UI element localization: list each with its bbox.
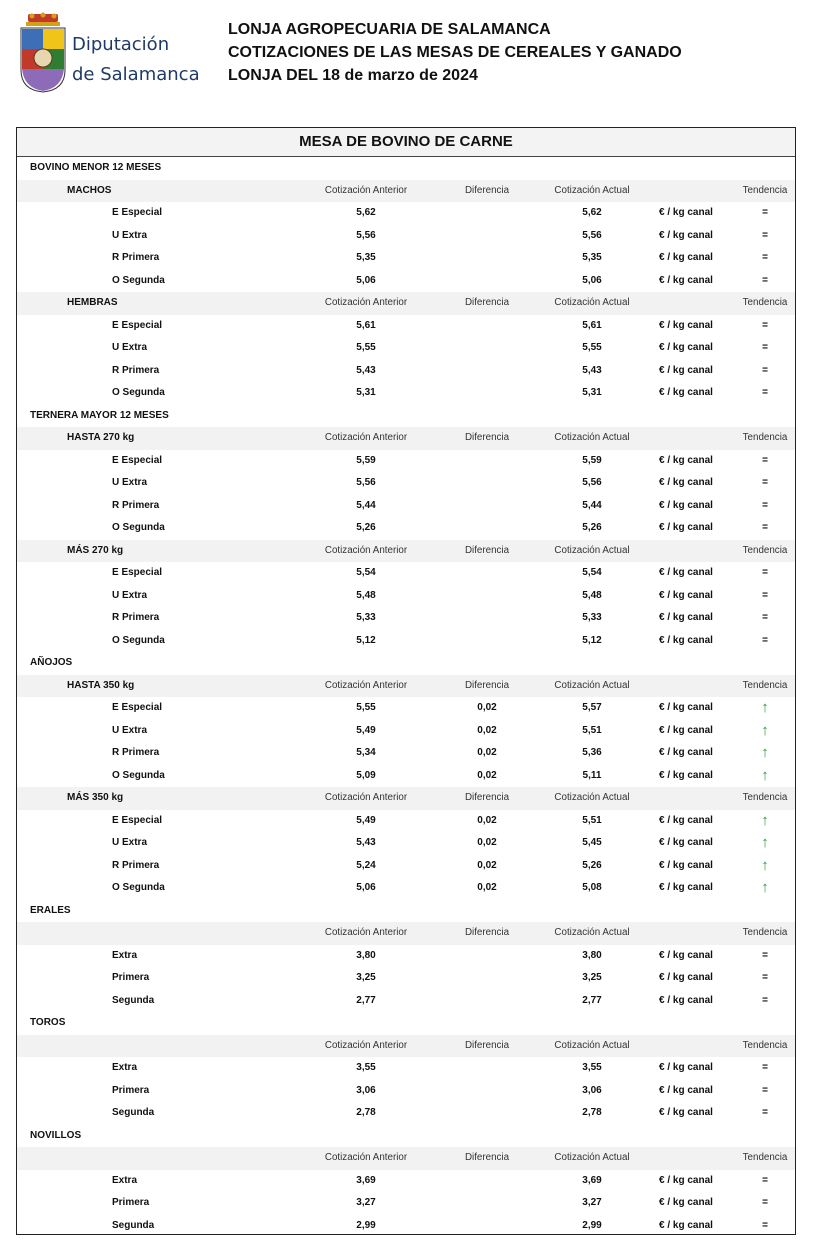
- value-anterior: 5,06: [356, 274, 376, 286]
- section-row: [17, 900, 795, 923]
- table-row: [17, 585, 795, 608]
- col-header-tendencia: Tendencia: [742, 679, 788, 691]
- trend-equal-icon: =: [762, 342, 768, 353]
- table-row: [17, 472, 795, 495]
- table-row: [17, 967, 795, 990]
- col-header-tendencia: Tendencia: [742, 297, 788, 308]
- grade-label: U Extra: [112, 724, 148, 736]
- table-row: [17, 832, 795, 855]
- table-row: [17, 765, 795, 788]
- col-header-actual: Cotización Actual: [554, 792, 630, 803]
- col-header-anterior: Cotización Anterior: [324, 679, 408, 691]
- unit-label: € / kg canal: [659, 634, 713, 646]
- section-label: TOROS: [30, 1017, 66, 1028]
- table-row: [17, 202, 795, 225]
- unit-label: € / kg canal: [659, 814, 713, 826]
- value-actual: 5,08: [582, 882, 602, 893]
- col-header-anterior: Cotización Anterior: [324, 792, 408, 803]
- trend-equal-icon: =: [762, 1219, 768, 1231]
- value-actual: 5,55: [582, 342, 602, 353]
- value-anterior: 5,09: [356, 769, 376, 781]
- value-anterior: 5,26: [356, 522, 376, 533]
- trend-equal-icon: =: [762, 454, 768, 466]
- value-actual: 5,31: [582, 387, 602, 398]
- unit-label: € / kg canal: [659, 702, 713, 713]
- group-label: MÁS 350 kg: [67, 792, 124, 803]
- trend-up-icon: ↑: [761, 721, 769, 739]
- trend-equal-icon: =: [762, 972, 768, 983]
- table-row: [17, 810, 795, 833]
- table-row: [17, 562, 795, 585]
- col-header-actual: Cotización Actual: [554, 1039, 630, 1051]
- unit-label: € / kg canal: [659, 949, 713, 961]
- column-header-row: [17, 1147, 795, 1170]
- grade-label: Extra: [112, 1062, 138, 1073]
- table-row: [17, 1080, 795, 1103]
- price-table: [16, 127, 796, 1235]
- col-header-tendencia: Tendencia: [742, 184, 788, 196]
- unit-label: € / kg canal: [659, 1107, 713, 1118]
- grade-label: O Segunda: [112, 387, 165, 398]
- table-row: [17, 607, 795, 630]
- table-row: [17, 270, 795, 293]
- table-row: [17, 1057, 795, 1080]
- trend-equal-icon: =: [762, 252, 768, 263]
- value-anterior: 5,12: [356, 634, 376, 646]
- value-anterior: 3,27: [356, 1197, 376, 1208]
- value-actual: 5,43: [582, 364, 602, 376]
- trend-equal-icon: =: [762, 589, 768, 601]
- unit-label: € / kg canal: [659, 859, 713, 871]
- col-header-diferencia: Diferencia: [464, 184, 510, 196]
- trend-equal-icon: =: [762, 612, 768, 623]
- value-anterior: 2,77: [356, 994, 376, 1006]
- header-line-2: COTIZACIONES DE LAS MESAS DE CEREALES Y GANADO: [228, 44, 682, 61]
- column-header-row: [17, 292, 795, 315]
- section-label: BOVINO MENOR 12 MESES: [30, 162, 162, 173]
- grade-label: E Especial: [112, 454, 163, 466]
- col-header-actual: Cotización Actual: [554, 432, 630, 443]
- section-row: [17, 1125, 795, 1148]
- value-anterior: 5,59: [356, 454, 376, 466]
- table-body: [17, 157, 795, 1237]
- table-row: [17, 495, 795, 518]
- trend-up-icon: ↑: [761, 811, 769, 829]
- unit-label: € / kg canal: [659, 319, 713, 331]
- value-actual: 5,36: [582, 747, 602, 758]
- trend-equal-icon: =: [762, 949, 768, 961]
- value-anterior: 3,25: [356, 972, 376, 983]
- grade-label: E Especial: [112, 814, 163, 826]
- grade-label: R Primera: [112, 859, 160, 871]
- trend-equal-icon: =: [762, 1197, 768, 1208]
- value-actual: 5,51: [582, 814, 602, 826]
- unit-label: € / kg canal: [659, 364, 713, 376]
- table-row: [17, 360, 795, 383]
- value-anterior: 5,56: [356, 229, 376, 241]
- unit-label: € / kg canal: [659, 477, 713, 488]
- grade-label: O Segunda: [112, 522, 165, 533]
- value-anterior: 5,33: [356, 612, 376, 623]
- table-row: [17, 382, 795, 405]
- value-actual: 5,45: [582, 837, 602, 848]
- value-actual: 5,12: [582, 634, 602, 646]
- grade-label: U Extra: [112, 229, 148, 241]
- value-actual: 5,26: [582, 522, 602, 533]
- logo-line-2: de Salamanca: [72, 64, 200, 85]
- unit-label: € / kg canal: [659, 589, 713, 601]
- section-label: NOVILLOS: [30, 1129, 82, 1141]
- trend-equal-icon: =: [762, 207, 768, 218]
- table-row: [17, 697, 795, 720]
- trend-equal-icon: =: [762, 229, 768, 241]
- value-actual: 5,11: [582, 769, 602, 781]
- unit-label: € / kg canal: [659, 207, 713, 218]
- group-label: MÁS 270 kg: [67, 544, 124, 556]
- column-header-row: [17, 787, 795, 810]
- trend-equal-icon: =: [762, 319, 768, 331]
- unit-label: € / kg canal: [659, 837, 713, 848]
- table-row: [17, 450, 795, 473]
- value-anterior: 5,61: [356, 319, 376, 331]
- unit-label: € / kg canal: [659, 229, 713, 241]
- unit-label: € / kg canal: [659, 1062, 713, 1073]
- unit-label: € / kg canal: [659, 972, 713, 983]
- unit-label: € / kg canal: [659, 387, 713, 398]
- value-anterior: 5,31: [356, 387, 376, 398]
- table-row: [17, 517, 795, 540]
- unit-label: € / kg canal: [659, 274, 713, 286]
- trend-up-icon: ↑: [761, 766, 769, 784]
- grade-label: E Especial: [112, 319, 163, 331]
- unit-label: € / kg canal: [659, 567, 713, 578]
- column-header-row: [17, 180, 795, 203]
- grade-label: Segunda: [112, 994, 155, 1006]
- value-anterior: 5,43: [356, 837, 376, 848]
- value-anterior: 5,34: [356, 747, 376, 758]
- table-title: MESA DE BOVINO DE CARNE: [17, 128, 795, 157]
- col-header-tendencia: Tendencia: [742, 1039, 788, 1051]
- grade-label: E Especial: [112, 567, 163, 578]
- section-label: AÑOJOS: [30, 657, 73, 668]
- unit-label: € / kg canal: [659, 342, 713, 353]
- col-header-tendencia: Tendencia: [742, 432, 788, 443]
- value-anterior: 3,06: [356, 1084, 376, 1096]
- unit-label: € / kg canal: [659, 522, 713, 533]
- col-header-anterior: Cotización Anterior: [324, 184, 408, 196]
- trend-equal-icon: =: [762, 634, 768, 646]
- value-actual: 5,26: [582, 859, 602, 871]
- value-actual: 5,51: [582, 724, 602, 736]
- value-actual: 5,56: [582, 477, 602, 488]
- grade-label: O Segunda: [112, 882, 165, 893]
- grade-label: U Extra: [112, 837, 148, 848]
- value-actual: 5,57: [582, 702, 602, 713]
- unit-label: € / kg canal: [659, 769, 713, 781]
- value-actual: 5,06: [582, 274, 602, 286]
- value-anterior: 5,35: [356, 252, 376, 263]
- table-row: [17, 1215, 795, 1238]
- value-actual: 5,56: [582, 229, 602, 241]
- trend-equal-icon: =: [762, 364, 768, 376]
- grade-label: E Especial: [112, 702, 163, 713]
- col-header-anterior: Cotización Anterior: [324, 544, 408, 556]
- value-actual: 5,54: [582, 567, 602, 578]
- value-diferencia: 0,02: [477, 859, 497, 871]
- col-header-anterior: Cotización Anterior: [324, 1152, 408, 1163]
- section-row: [17, 652, 795, 675]
- unit-label: € / kg canal: [659, 499, 713, 511]
- unit-label: € / kg canal: [659, 882, 713, 893]
- col-header-anterior: Cotización Anterior: [324, 297, 408, 308]
- value-anterior: 2,78: [356, 1107, 376, 1118]
- grade-label: U Extra: [112, 342, 148, 353]
- value-anterior: 5,55: [356, 342, 376, 353]
- col-header-diferencia: Diferencia: [464, 679, 510, 691]
- value-diferencia: 0,02: [477, 769, 497, 781]
- trend-equal-icon: =: [762, 1084, 768, 1096]
- grade-label: R Primera: [112, 252, 160, 263]
- section-row: [17, 405, 795, 428]
- col-header-actual: Cotización Actual: [554, 297, 630, 308]
- grade-label: Extra: [112, 949, 138, 961]
- value-anterior: 5,56: [356, 477, 376, 488]
- col-header-tendencia: Tendencia: [742, 544, 788, 556]
- table-row: [17, 315, 795, 338]
- group-label: HASTA 270 kg: [67, 432, 135, 443]
- col-header-diferencia: Diferencia: [464, 432, 510, 443]
- value-anterior: 5,43: [356, 364, 376, 376]
- value-actual: 5,48: [582, 589, 602, 601]
- column-header-row: [17, 675, 795, 698]
- trend-up-icon: ↑: [761, 834, 769, 851]
- value-anterior: 5,55: [356, 702, 376, 713]
- section-label: ERALES: [30, 904, 71, 916]
- col-header-anterior: Cotización Anterior: [324, 1039, 408, 1051]
- unit-label: € / kg canal: [659, 994, 713, 1006]
- value-actual: 3,27: [582, 1197, 602, 1208]
- col-header-tendencia: Tendencia: [742, 792, 788, 803]
- col-header-actual: Cotización Actual: [554, 1152, 630, 1163]
- table-row: [17, 247, 795, 270]
- value-anterior: 3,69: [356, 1174, 376, 1186]
- unit-label: € / kg canal: [659, 454, 713, 466]
- col-header-diferencia: Diferencia: [464, 1152, 510, 1163]
- trend-up-icon: ↑: [761, 744, 769, 761]
- grade-label: R Primera: [112, 499, 160, 511]
- col-header-diferencia: Diferencia: [464, 792, 510, 803]
- grade-label: Primera: [112, 1197, 150, 1208]
- unit-label: € / kg canal: [659, 1084, 713, 1096]
- value-anterior: 5,54: [356, 567, 376, 578]
- value-anterior: 5,62: [356, 207, 376, 218]
- col-header-actual: Cotización Actual: [554, 927, 630, 938]
- trend-equal-icon: =: [762, 522, 768, 533]
- table-row: [17, 1192, 795, 1215]
- unit-label: € / kg canal: [659, 1197, 713, 1208]
- grade-label: R Primera: [112, 747, 160, 758]
- trend-equal-icon: =: [762, 387, 768, 398]
- group-label: HASTA 350 kg: [67, 679, 135, 691]
- trend-equal-icon: =: [762, 499, 768, 511]
- value-actual: 5,61: [582, 319, 602, 331]
- unit-label: € / kg canal: [659, 252, 713, 263]
- value-actual: 5,44: [582, 499, 602, 511]
- trend-equal-icon: =: [762, 994, 768, 1006]
- col-header-actual: Cotización Actual: [554, 544, 630, 556]
- col-header-diferencia: Diferencia: [464, 1039, 510, 1051]
- col-header-actual: Cotización Actual: [554, 184, 630, 196]
- table-row: [17, 1170, 795, 1193]
- value-anterior: 5,44: [356, 499, 376, 511]
- col-header-tendencia: Tendencia: [742, 927, 788, 938]
- section-label: TERNERA MAYOR 12 MESES: [30, 409, 169, 421]
- trend-equal-icon: =: [762, 1174, 768, 1186]
- table-row: [17, 945, 795, 968]
- value-actual: 5,62: [582, 207, 602, 218]
- value-actual: 5,33: [582, 612, 602, 623]
- column-header-row: [17, 427, 795, 450]
- logo-line-1: Diputación: [72, 34, 170, 55]
- table-row: [17, 337, 795, 360]
- table-row: [17, 630, 795, 653]
- trend-equal-icon: =: [762, 274, 768, 286]
- group-label: HEMBRAS: [67, 297, 118, 308]
- grade-label: U Extra: [112, 589, 148, 601]
- grade-label: Extra: [112, 1174, 138, 1186]
- value-diferencia: 0,02: [477, 814, 497, 826]
- value-anterior: 5,49: [356, 724, 376, 736]
- col-header-actual: Cotización Actual: [554, 679, 630, 691]
- grade-label: O Segunda: [112, 769, 165, 781]
- trend-equal-icon: =: [762, 477, 768, 488]
- value-anterior: 5,24: [356, 859, 376, 871]
- table-row: [17, 855, 795, 878]
- value-diferencia: 0,02: [477, 882, 497, 893]
- value-actual: 2,99: [582, 1219, 602, 1231]
- value-actual: 3,06: [582, 1084, 602, 1096]
- header-line-3: LONJA DEL 18 de marzo de 2024: [228, 67, 478, 84]
- col-header-diferencia: Diferencia: [464, 297, 510, 308]
- trend-up-icon: ↑: [761, 856, 769, 874]
- value-actual: 2,77: [582, 994, 602, 1006]
- column-header-row: [17, 922, 795, 945]
- value-actual: 5,35: [582, 252, 602, 263]
- section-row: [17, 1012, 795, 1035]
- value-actual: 3,69: [582, 1174, 602, 1186]
- trend-equal-icon: =: [762, 1062, 768, 1073]
- grade-label: U Extra: [112, 477, 148, 488]
- table-row: [17, 720, 795, 743]
- grade-label: R Primera: [112, 364, 160, 376]
- table-row: [17, 877, 795, 900]
- value-diferencia: 0,02: [477, 702, 497, 713]
- column-header-row: [17, 540, 795, 563]
- unit-label: € / kg canal: [659, 1174, 713, 1186]
- value-actual: 3,25: [582, 972, 602, 983]
- value-diferencia: 0,02: [477, 837, 497, 848]
- column-header-row: [17, 1035, 795, 1058]
- coat-of-arms-icon: [18, 12, 68, 94]
- value-anterior: 5,49: [356, 814, 376, 826]
- grade-label: Primera: [112, 972, 150, 983]
- value-anterior: 5,06: [356, 882, 376, 893]
- section-row: [17, 157, 795, 180]
- diputacion-logo: [16, 10, 216, 96]
- grade-label: E Especial: [112, 207, 163, 218]
- col-header-anterior: Cotización Anterior: [324, 927, 408, 938]
- unit-label: € / kg canal: [659, 747, 713, 758]
- value-diferencia: 0,02: [477, 724, 497, 736]
- document-header: [228, 18, 682, 87]
- value-actual: 3,55: [582, 1062, 602, 1073]
- value-actual: 5,59: [582, 454, 602, 466]
- unit-label: € / kg canal: [659, 1219, 713, 1231]
- table-row: [17, 742, 795, 765]
- col-header-tendencia: Tendencia: [742, 1152, 788, 1163]
- grade-label: O Segunda: [112, 274, 165, 286]
- grade-label: O Segunda: [112, 634, 165, 646]
- grade-label: Segunda: [112, 1219, 155, 1231]
- value-anterior: 2,99: [356, 1219, 376, 1231]
- value-anterior: 3,55: [356, 1062, 376, 1073]
- unit-label: € / kg canal: [659, 612, 713, 623]
- value-actual: 2,78: [582, 1107, 602, 1118]
- trend-up-icon: ↑: [761, 699, 769, 716]
- value-diferencia: 0,02: [477, 747, 497, 758]
- header-line-1: LONJA AGROPECUARIA DE SALAMANCA: [228, 21, 551, 38]
- value-actual: 3,80: [582, 949, 602, 961]
- group-label: MACHOS: [67, 184, 112, 196]
- value-anterior: 5,48: [356, 589, 376, 601]
- trend-equal-icon: =: [762, 1107, 768, 1118]
- col-header-anterior: Cotización Anterior: [324, 432, 408, 443]
- col-header-diferencia: Diferencia: [464, 927, 510, 938]
- trend-up-icon: ↑: [761, 879, 769, 896]
- table-row: [17, 1102, 795, 1125]
- grade-label: Segunda: [112, 1107, 155, 1118]
- trend-equal-icon: =: [762, 567, 768, 578]
- table-row: [17, 225, 795, 248]
- grade-label: R Primera: [112, 612, 160, 623]
- value-anterior: 3,80: [356, 949, 376, 961]
- table-row: [17, 990, 795, 1013]
- col-header-diferencia: Diferencia: [464, 544, 510, 556]
- grade-label: Primera: [112, 1084, 150, 1096]
- unit-label: € / kg canal: [659, 724, 713, 736]
